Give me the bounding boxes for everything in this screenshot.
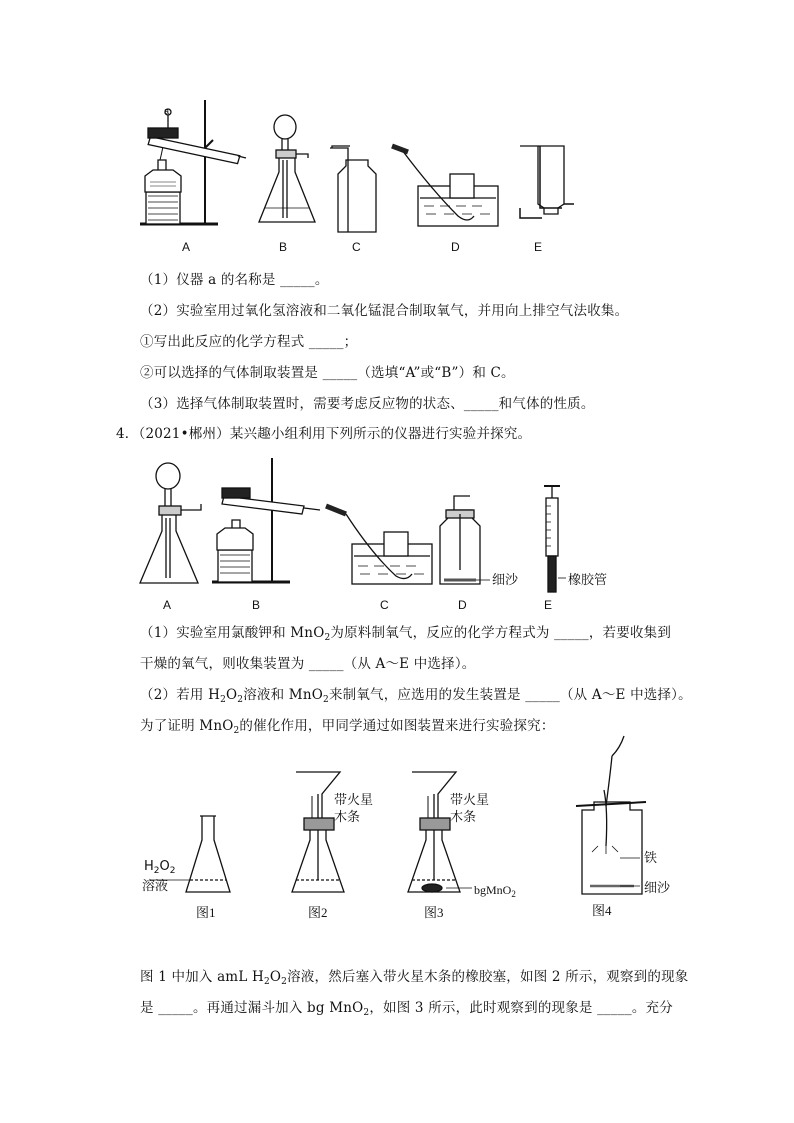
fig2-rubber-tube-label: 橡胶管: [568, 573, 608, 588]
q3-p1: （1）仪器 a 的名称是 _____。: [140, 272, 329, 288]
q4-p1b: 干燥的氧气，则收集装置为 _____（从 A～E 中选择）。: [140, 656, 476, 672]
q4-p2a: （2）若用 $H_2O_2$溶液和 MnO$_2$来制氧气，应选用的发生装置是 _____（从 A～E 中选择）。: [140, 687, 692, 705]
label-a: A: [182, 240, 191, 254]
fig1-solution-label: 溶液: [142, 879, 169, 894]
fig2-label-c: C: [380, 598, 389, 612]
fig-2-flask: [292, 772, 344, 892]
fig2-label-d: D: [458, 598, 467, 612]
q3-p4: ②可以选择的气体制取装置是 _____（选填“A”或“B”）和 C。: [140, 365, 515, 381]
fig2-fine-sand-label: 细沙: [492, 573, 519, 588]
q4-p3a: 图 1 中加入 amL $H_2O_2$溶液，然后塞入带火星木条的橡胶塞，如图 2 所示，观察到的现象: [140, 969, 689, 987]
fig4-sand-label: 细沙: [644, 881, 671, 896]
fig2-caption: 图2: [308, 905, 328, 920]
q4-p1a: （1）实验室用氯酸钾和 MnO$_2$为原料制氧气，反应的化学方程式为 _____，若要收集到: [140, 625, 672, 643]
fig1-h2o2-label: $H_2O_2$: [144, 859, 176, 876]
fig1-caption: 图1: [196, 905, 216, 920]
fig3-mno2-label: bgMnO$_2$: [474, 883, 516, 899]
fig-4-jar: [576, 736, 646, 894]
fig3-splint-label-2: 木条: [450, 810, 477, 825]
fig2-label-a: A: [163, 598, 172, 612]
q3-p2: （2）实验室用过氧化氢溶液和二氧化锰混合制取氧气，并用向上排空气法收集。: [140, 303, 629, 319]
label-e: E: [534, 240, 543, 254]
marker-a: a: [164, 106, 170, 116]
fig3-splint-label-1: 带火星: [450, 793, 490, 808]
fig2-label-e: E: [544, 598, 553, 612]
fig2-label-b: B: [252, 598, 261, 612]
q4-p3b: 是 _____。再通过漏斗加入 bg MnO$_2$，如图 3 所示，此时观察到的现象是 _____。充分: [140, 1000, 673, 1018]
label-d: D: [451, 240, 460, 254]
fig-3-flask: [408, 772, 472, 892]
fig4-caption: 图4: [592, 903, 612, 918]
fig4-iron-label: 铁: [644, 851, 658, 866]
q4-p2b: 为了证明 MnO$_2$的催化作用，甲同学通过如图装置来进行实验探究：: [140, 718, 555, 736]
label-c: C: [352, 240, 361, 254]
label-b: B: [279, 240, 288, 254]
q4-header: 4．（2021•郴州）某兴趣小组利用下列所示的仪器进行实验并探究。: [116, 426, 532, 442]
fig2-splint-label-1: 带火星: [334, 793, 374, 808]
q3-p5: （3）选择气体制取装置时，需要考虑反应物的状态、_____和气体的性质。: [140, 396, 595, 412]
q3-p3: ①写出此反应的化学方程式 _____；: [140, 334, 358, 350]
fig3-caption: 图3: [424, 905, 444, 920]
fig2-splint-label-2: 木条: [334, 810, 361, 825]
